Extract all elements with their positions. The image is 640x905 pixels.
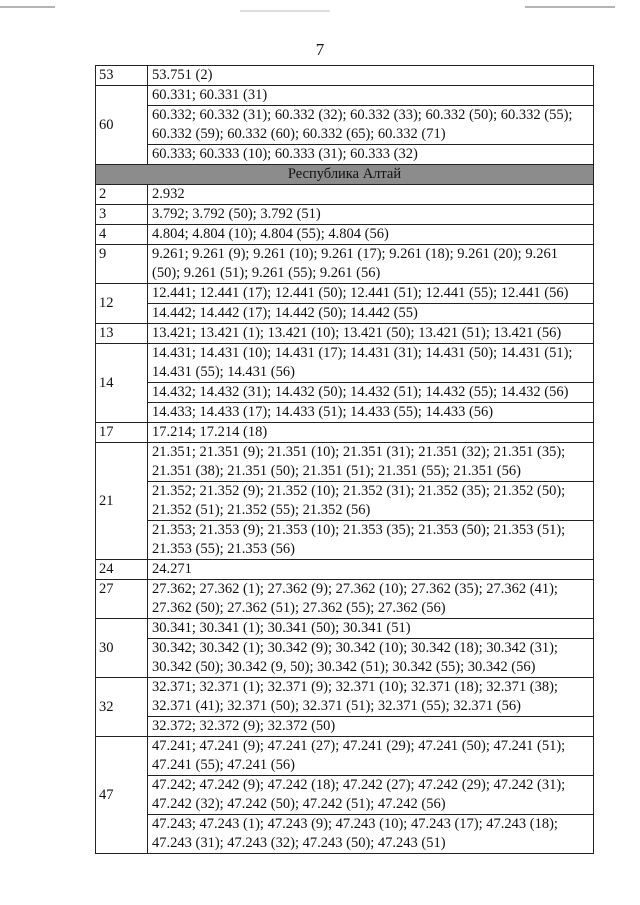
section-number: 9 <box>96 245 148 284</box>
section-number: 32 <box>96 678 148 737</box>
table-row <box>96 185 594 205</box>
codes-cell: 47.241; 47.241 (9); 47.241 (27); 47.241 (29); 47.241 (50); 47.241 (51); 47.241 (55); 47.241 (56) <box>148 737 594 776</box>
region-heading-row <box>96 165 594 185</box>
section-number: 17 <box>96 423 148 443</box>
table-row <box>96 443 594 482</box>
codes-cell: 17.214; 17.214 (18) <box>148 423 594 443</box>
codes-cell: 14.431; 14.431 (10); 14.431 (17); 14.431 (31); 14.431 (50); 14.431 (51); 14.431 (55); 14.431 (56) <box>148 344 594 383</box>
section-number: 47 <box>96 737 148 854</box>
table-row <box>96 737 594 776</box>
table-row <box>96 245 594 284</box>
section-number: 30 <box>96 619 148 678</box>
table-row <box>96 205 594 225</box>
table-row <box>96 815 594 854</box>
scan-artifact-center <box>240 10 330 12</box>
table-row <box>96 304 594 324</box>
section-number: 21 <box>96 443 148 560</box>
codes-cell: 21.353; 21.353 (9); 21.353 (10); 21.353 (35); 21.353 (50); 21.353 (51); 21.353 (55); 21.353 (56) <box>148 521 594 560</box>
section-number: 2 <box>96 185 148 205</box>
section-number: 12 <box>96 284 148 324</box>
table-row <box>96 284 594 304</box>
codes-cell: 32.372; 32.372 (9); 32.372 (50) <box>148 717 594 737</box>
codes-cell: 4.804; 4.804 (10); 4.804 (55); 4.804 (56) <box>148 225 594 245</box>
table-row <box>96 86 594 106</box>
table-row <box>96 580 594 619</box>
okved-codes-table <box>95 65 594 854</box>
table-row <box>96 521 594 560</box>
table-row <box>96 619 594 639</box>
table-row <box>96 344 594 383</box>
table-row <box>96 678 594 717</box>
section-number: 3 <box>96 205 148 225</box>
scan-artifact-right <box>525 6 615 8</box>
section-number: 53 <box>96 66 148 86</box>
section-number: 24 <box>96 560 148 580</box>
codes-cell: 24.271 <box>148 560 594 580</box>
table-body-before <box>96 66 594 165</box>
table-row <box>96 324 594 344</box>
codes-cell: 12.441; 12.441 (17); 12.441 (50); 12.441 (51); 12.441 (55); 12.441 (56) <box>148 284 594 304</box>
codes-cell: 60.333; 60.333 (10); 60.333 (31); 60.333 (32) <box>148 145 594 165</box>
codes-cell: 13.421; 13.421 (1); 13.421 (10); 13.421 (50); 13.421 (51); 13.421 (56) <box>148 324 594 344</box>
codes-cell: 47.243; 47.243 (1); 47.243 (9); 47.243 (10); 47.243 (17); 47.243 (18); 47.243 (31); 47.243 (32); 47.243 (50); 47.243 (51) <box>148 815 594 854</box>
codes-cell: 14.442; 14.442 (17); 14.442 (50); 14.442 (55) <box>148 304 594 324</box>
codes-cell: 21.352; 21.352 (9); 21.352 (10); 21.352 (31); 21.352 (35); 21.352 (50); 21.352 (51); 21.352 (55); 21.352 (56) <box>148 482 594 521</box>
codes-cell: 60.331; 60.331 (31) <box>148 86 594 106</box>
section-number: 60 <box>96 86 148 165</box>
codes-cell: 2.932 <box>148 185 594 205</box>
codes-cell: 60.332; 60.332 (31); 60.332 (32); 60.332 (33); 60.332 (50); 60.332 (55); 60.332 (59); 60.332 (60); 60.332 (65); 60.332 (71) <box>148 106 594 145</box>
codes-cell: 30.342; 30.342 (1); 30.342 (9); 30.342 (10); 30.342 (18); 30.342 (31); 30.342 (50); 30.342 (9, 50); 30.342 (51); 30.342 (55); 30.342 (56) <box>148 639 594 678</box>
table-row <box>96 776 594 815</box>
codes-cell: 9.261; 9.261 (9); 9.261 (10); 9.261 (17); 9.261 (18); 9.261 (20); 9.261 (50); 9.261 (51); 9.261 (55); 9.261 (56) <box>148 245 594 284</box>
codes-cell: 14.432; 14.432 (31); 14.432 (50); 14.432 (51); 14.432 (55); 14.432 (56) <box>148 383 594 403</box>
section-number: 4 <box>96 225 148 245</box>
scan-artifact-left <box>0 6 55 8</box>
table-row <box>96 145 594 165</box>
table-row <box>96 106 594 145</box>
section-number: 13 <box>96 324 148 344</box>
region-section <box>96 165 594 185</box>
codes-cell: 21.351; 21.351 (9); 21.351 (10); 21.351 (31); 21.351 (32); 21.351 (35); 21.351 (38); 21.351 (50); 21.351 (51); 21.351 (55); 21.351 (56) <box>148 443 594 482</box>
codes-cell: 14.433; 14.433 (17); 14.433 (51); 14.433 (55); 14.433 (56) <box>148 403 594 423</box>
section-number: 27 <box>96 580 148 619</box>
section-number: 14 <box>96 344 148 423</box>
codes-cell: 3.792; 3.792 (50); 3.792 (51) <box>148 205 594 225</box>
table-row <box>96 403 594 423</box>
codes-cell: 53.751 (2) <box>148 66 594 86</box>
codes-cell: 27.362; 27.362 (1); 27.362 (9); 27.362 (10); 27.362 (35); 27.362 (41); 27.362 (50); 27.362 (51); 27.362 (55); 27.362 (56) <box>148 580 594 619</box>
table-row <box>96 639 594 678</box>
codes-cell: 32.371; 32.371 (1); 32.371 (9); 32.371 (10); 32.371 (18); 32.371 (38); 32.371 (41); 32.371 (50); 32.371 (51); 32.371 (55); 32.371 (56) <box>148 678 594 717</box>
table-row <box>96 383 594 403</box>
table-row <box>96 560 594 580</box>
table-row <box>96 423 594 443</box>
codes-cell: 47.242; 47.242 (9); 47.242 (18); 47.242 (27); 47.242 (29); 47.242 (31); 47.242 (32); 47.242 (50); 47.242 (51); 47.242 (56) <box>148 776 594 815</box>
page-number: 7 <box>315 40 325 59</box>
table-row <box>96 482 594 521</box>
table-row <box>96 717 594 737</box>
codes-cell: 30.341; 30.341 (1); 30.341 (50); 30.341 (51) <box>148 619 594 639</box>
table-body-after <box>96 185 594 854</box>
table-row <box>96 66 594 86</box>
region-heading: Республика Алтай <box>96 165 594 185</box>
table-row <box>96 225 594 245</box>
